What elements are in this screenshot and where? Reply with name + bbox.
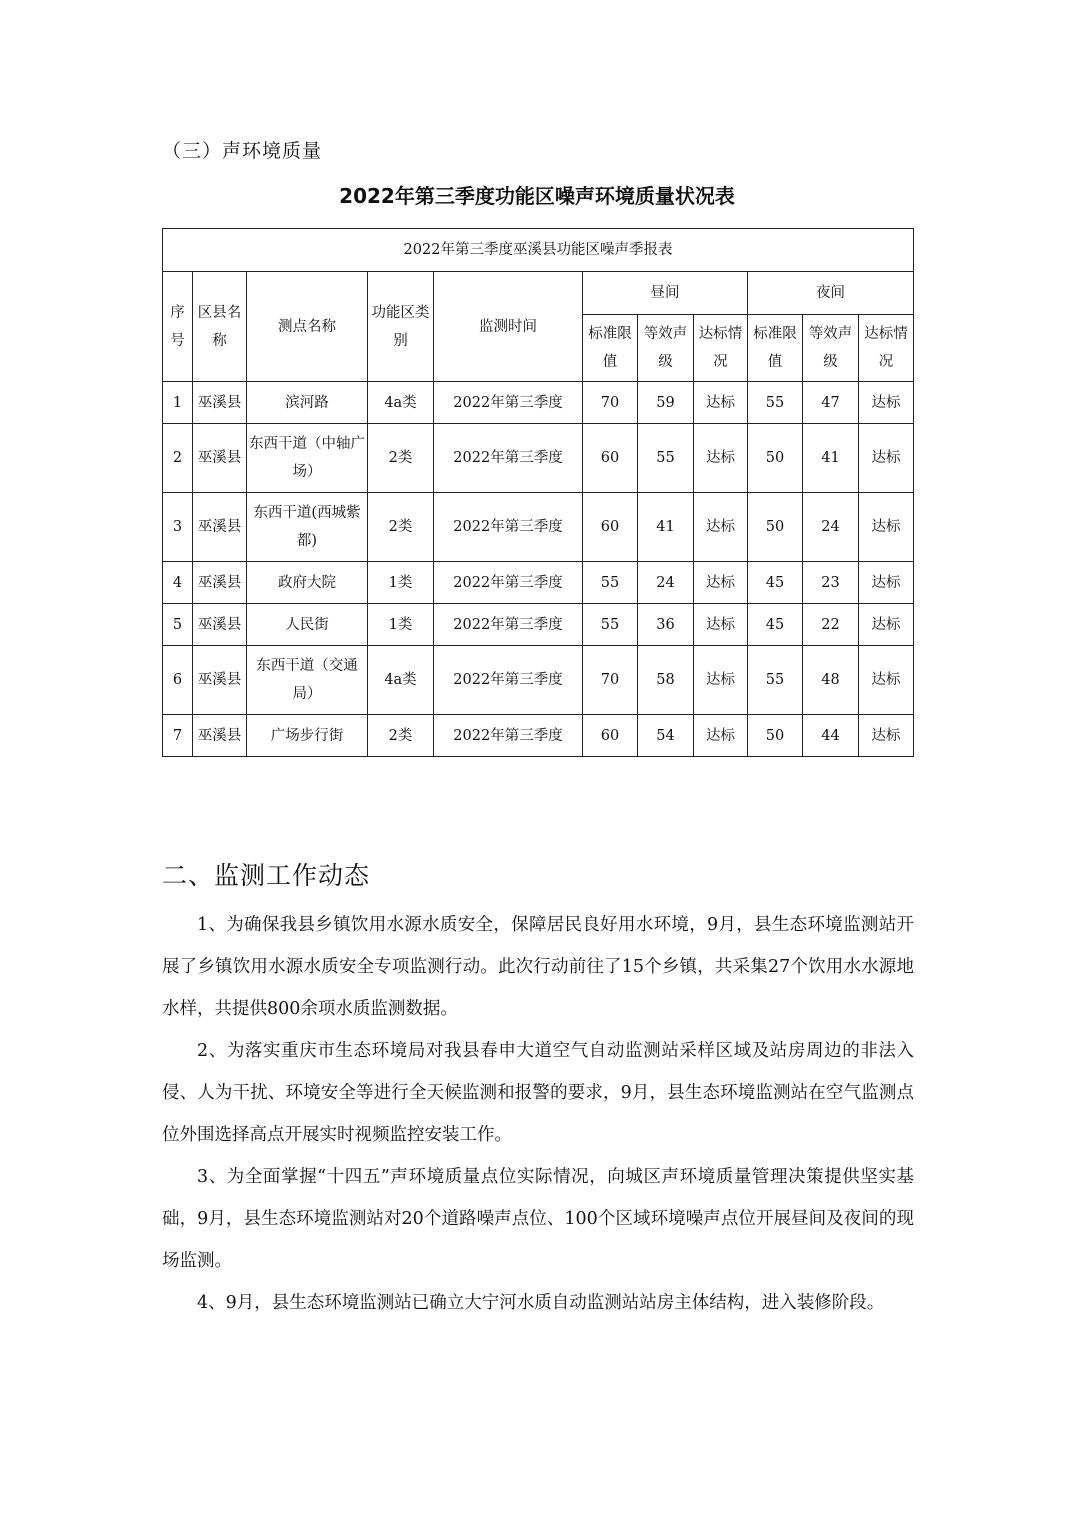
cell-night-status: 达标 <box>859 382 914 424</box>
table-row <box>163 604 914 646</box>
cell-seq: 4 <box>163 562 193 604</box>
cell-day-limit: 70 <box>583 646 638 715</box>
cell-night-level: 47 <box>803 382 859 424</box>
cell-night-limit: 50 <box>748 493 803 562</box>
cell-site: 滨河路 <box>247 382 368 424</box>
cell-time: 2022年第三季度 <box>434 715 583 757</box>
cell-district: 巫溪县 <box>193 604 247 646</box>
cell-day-status: 达标 <box>694 493 748 562</box>
cell-seq: 2 <box>163 424 193 493</box>
cell-night-limit: 55 <box>748 382 803 424</box>
cell-night-status: 达标 <box>859 715 914 757</box>
paragraph-1: 1、为确保我县乡镇饮用水源水质安全，保障居民良好用水环境，9月，县生态环境监测站开展了乡镇饮用水源水质安全专项监测行动。此次行动前往了15个乡镇，共采集27个饮用水水源地水样，共提供800余项水质监测数据。 <box>162 915 914 1019</box>
cell-zone: 4a类 <box>368 646 434 715</box>
table-caption: 2022年第三季度巫溪县功能区噪声季报表 <box>163 229 914 272</box>
cell-seq: 1 <box>163 382 193 424</box>
header-day: 昼间 <box>583 272 748 315</box>
cell-seq: 6 <box>163 646 193 715</box>
cell-day-status: 达标 <box>694 604 748 646</box>
paragraph-2: 2、为落实重庆市生态环境局对我县春申大道空气自动监测站采样区域及站房周边的非法入侵、人为干扰、环境安全等进行全天候监测和报警的要求，9月，县生态环境监测站在空气监测点位外围选择高点开展实时视频监控安装工作。 <box>162 1041 914 1145</box>
cell-night-level: 22 <box>803 604 859 646</box>
cell-day-level: 54 <box>638 715 694 757</box>
cell-night-limit: 45 <box>748 604 803 646</box>
header-day-status: 达标情况 <box>694 315 748 382</box>
table-row <box>163 382 914 424</box>
header-night-level: 等效声级 <box>803 315 859 382</box>
header-night-status: 达标情况 <box>859 315 914 382</box>
cell-day-status: 达标 <box>694 424 748 493</box>
cell-zone: 2类 <box>368 424 434 493</box>
cell-seq: 3 <box>163 493 193 562</box>
cell-day-limit: 70 <box>583 382 638 424</box>
cell-night-limit: 50 <box>748 424 803 493</box>
cell-night-limit: 55 <box>748 646 803 715</box>
cell-seq: 5 <box>163 604 193 646</box>
cell-night-status: 达标 <box>859 604 914 646</box>
cell-night-status: 达标 <box>859 424 914 493</box>
table-row <box>163 562 914 604</box>
cell-seq: 7 <box>163 715 193 757</box>
cell-site: 人民街 <box>247 604 368 646</box>
cell-zone: 2类 <box>368 493 434 562</box>
header-zone: 功能区类别 <box>368 272 434 382</box>
header-night-limit: 标准限值 <box>748 315 803 382</box>
cell-night-status: 达标 <box>859 493 914 562</box>
noise-quality-table <box>162 228 914 757</box>
cell-site: 东西干道(西城紫都) <box>247 493 368 562</box>
header-day-limit: 标准限值 <box>583 315 638 382</box>
cell-zone: 1类 <box>368 562 434 604</box>
section-heading: 二、监测工作动态 <box>162 861 371 890</box>
cell-night-status: 达标 <box>859 646 914 715</box>
cell-time: 2022年第三季度 <box>434 493 583 562</box>
cell-night-level: 48 <box>803 646 859 715</box>
header-night: 夜间 <box>748 272 914 315</box>
table-row <box>163 424 914 493</box>
cell-night-level: 44 <box>803 715 859 757</box>
table-row <box>163 493 914 562</box>
cell-day-level: 24 <box>638 562 694 604</box>
cell-time: 2022年第三季度 <box>434 604 583 646</box>
header-site: 测点名称 <box>247 272 368 382</box>
cell-site: 政府大院 <box>247 562 368 604</box>
cell-night-level: 41 <box>803 424 859 493</box>
cell-day-status: 达标 <box>694 562 748 604</box>
cell-district: 巫溪县 <box>193 562 247 604</box>
table-title: 2022年第三季度功能区噪声环境质量状况表 <box>339 184 735 208</box>
cell-zone: 2类 <box>368 715 434 757</box>
cell-district: 巫溪县 <box>193 493 247 562</box>
cell-zone: 4a类 <box>368 382 434 424</box>
cell-day-level: 36 <box>638 604 694 646</box>
cell-district: 巫溪县 <box>193 382 247 424</box>
cell-day-status: 达标 <box>694 382 748 424</box>
header-time: 监测时间 <box>434 272 583 382</box>
paragraph-4: 4、9月，县生态环境监测站已确立大宁河水质自动监测站站房主体结构，进入装修阶段。 <box>197 1293 885 1313</box>
cell-day-status: 达标 <box>694 715 748 757</box>
cell-time: 2022年第三季度 <box>434 646 583 715</box>
cell-day-limit: 60 <box>583 424 638 493</box>
cell-day-status: 达标 <box>694 646 748 715</box>
cell-day-level: 59 <box>638 382 694 424</box>
cell-night-limit: 50 <box>748 715 803 757</box>
cell-time: 2022年第三季度 <box>434 562 583 604</box>
cell-day-level: 55 <box>638 424 694 493</box>
cell-site: 广场步行街 <box>247 715 368 757</box>
cell-night-level: 23 <box>803 562 859 604</box>
cell-district: 巫溪县 <box>193 424 247 493</box>
table-row <box>163 646 914 715</box>
cell-night-status: 达标 <box>859 562 914 604</box>
cell-district: 巫溪县 <box>193 715 247 757</box>
cell-site: 东西干道（交通局） <box>247 646 368 715</box>
cell-day-limit: 60 <box>583 493 638 562</box>
cell-day-limit: 60 <box>583 715 638 757</box>
header-seq: 序号 <box>163 272 193 382</box>
cell-time: 2022年第三季度 <box>434 382 583 424</box>
cell-district: 巫溪县 <box>193 646 247 715</box>
cell-night-level: 24 <box>803 493 859 562</box>
cell-day-level: 58 <box>638 646 694 715</box>
cell-zone: 1类 <box>368 604 434 646</box>
section-subtitle: （三）声环境质量 <box>162 140 323 162</box>
cell-day-limit: 55 <box>583 604 638 646</box>
header-district: 区县名称 <box>193 272 247 382</box>
cell-day-limit: 55 <box>583 562 638 604</box>
cell-night-limit: 45 <box>748 562 803 604</box>
header-day-level: 等效声级 <box>638 315 694 382</box>
cell-day-level: 41 <box>638 493 694 562</box>
cell-site: 东西干道（中轴广场） <box>247 424 368 493</box>
cell-time: 2022年第三季度 <box>434 424 583 493</box>
paragraph-3: 3、为全面掌握“十四五”声环境质量点位实际情况，向城区声环境质量管理决策提供坚实基础，9月，县生态环境监测站对20个道路噪声点位、100个区域环境噪声点位开展昼间及夜间的现场监测。 <box>162 1167 914 1271</box>
table-row <box>163 715 914 757</box>
